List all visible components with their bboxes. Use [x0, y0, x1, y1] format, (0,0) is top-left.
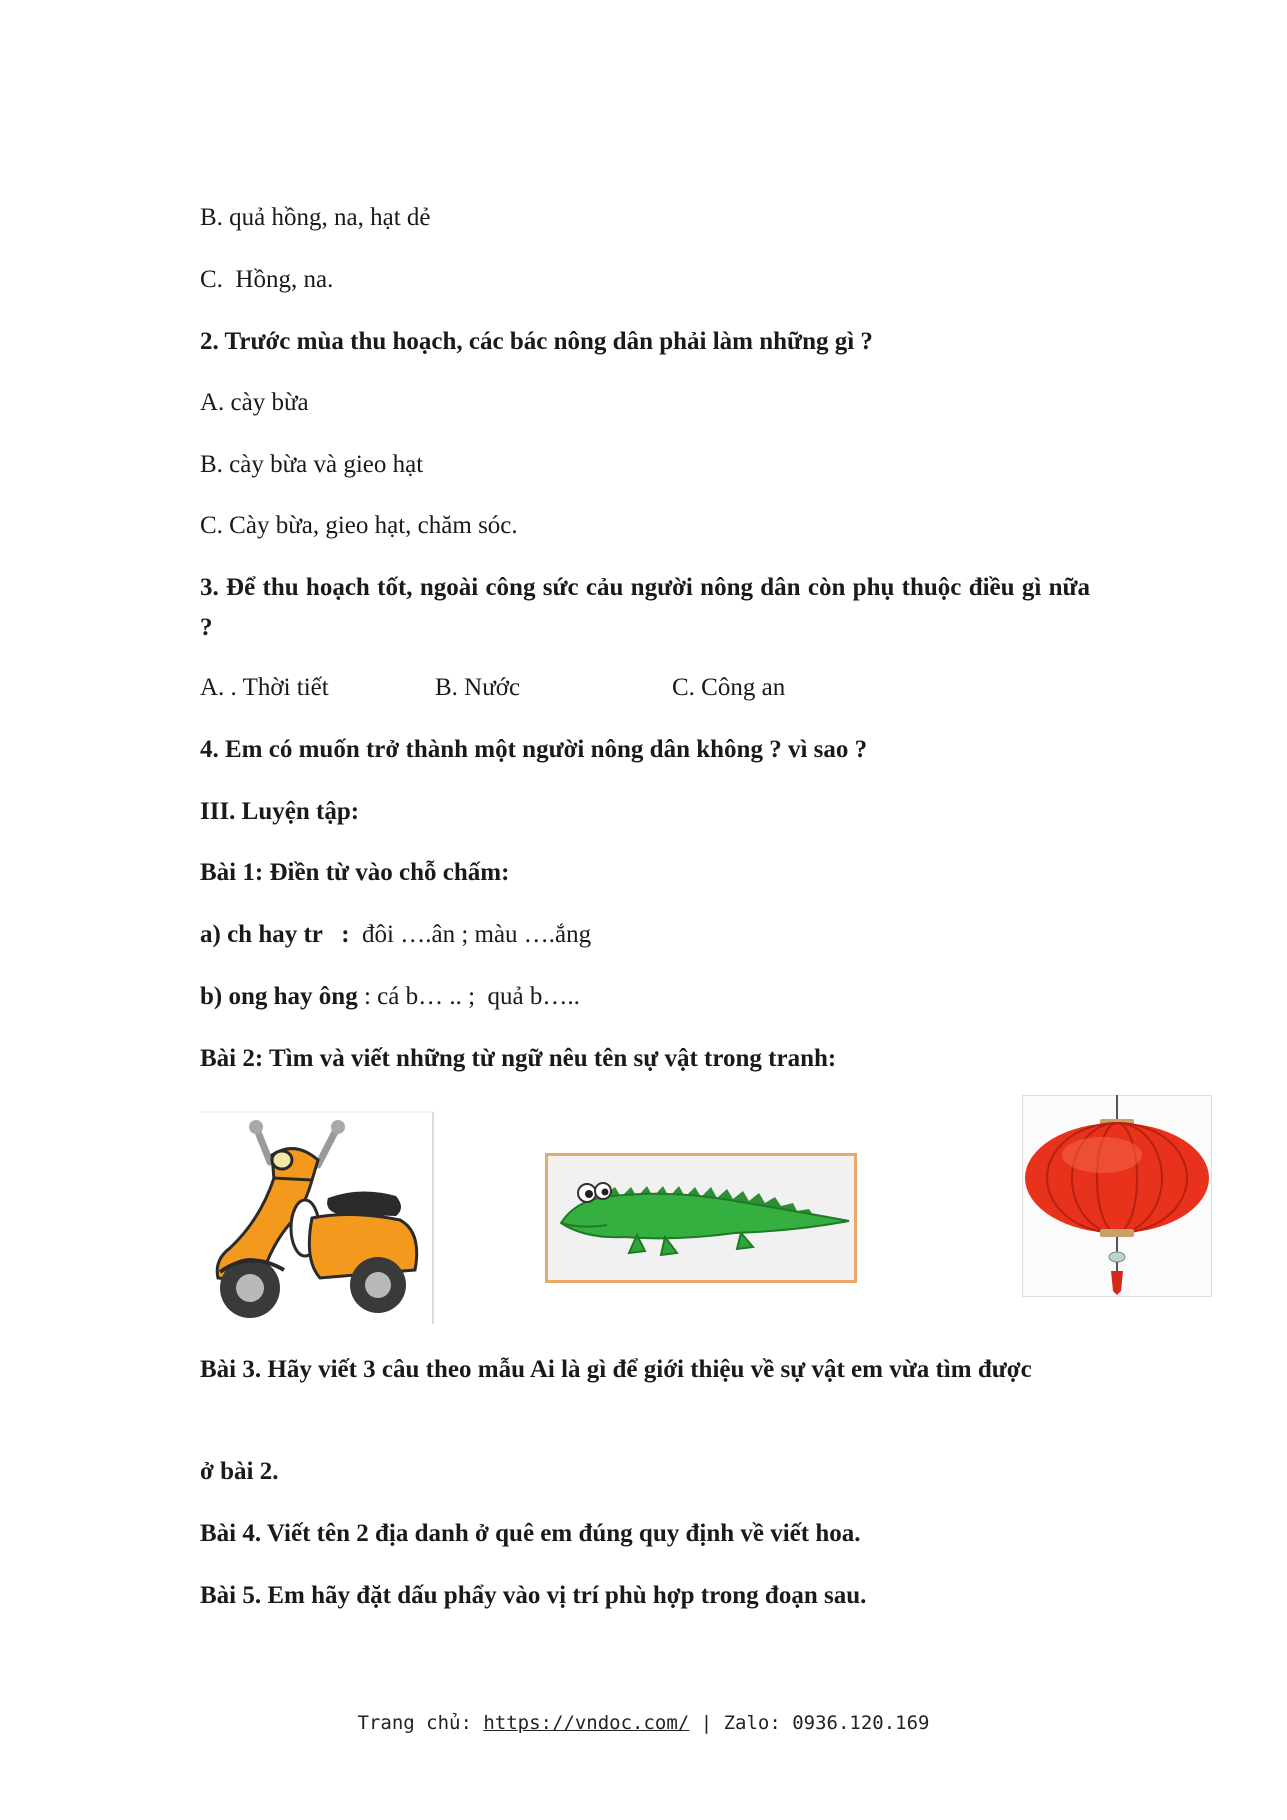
bai1-a-label: a) ch hay tr : — [200, 921, 350, 948]
footer-separator: | — [689, 1712, 724, 1734]
section-title: III. Luyện tập: — [200, 798, 360, 825]
q4-question: 4. Em có muốn trở thành một người nông dân không ? vì sao ? — [200, 736, 868, 763]
bai3-title: Bài 3. Hãy viết 3 câu theo mẫu Ai là gì để giới thiệu về sự vật em vừa tìm được — [200, 1356, 1032, 1383]
bai4-title: Bài 4. Viết tên 2 địa danh ở quê em đúng quy định về viết hoa. — [200, 1520, 861, 1547]
q2-option-a: A. cày bừa — [200, 389, 309, 416]
q3-option-b: B. Nước — [435, 674, 521, 701]
footer-prefix: Trang chủ: — [357, 1712, 484, 1734]
scooter-image — [200, 1110, 435, 1325]
q3-question: 3. Để thu hoạch tốt, ngoài công sức cảu người nông dân còn phụ thuộc điều gì nữa ? — [200, 574, 1090, 641]
crocodile-illustration — [545, 1153, 857, 1283]
q2-option-c: C. Cày bừa, gieo hạt, chăm sóc. — [200, 512, 518, 539]
footer-link[interactable]: https://vndoc.com/ — [483, 1712, 690, 1734]
bai1-b-text: : cá b… .. ; quả b….. — [357, 983, 580, 1010]
q3-option-a: A. . Thời tiết — [200, 674, 329, 701]
bai1-a-text: đôi ….ân ; màu ….ắng — [349, 921, 592, 948]
lantern-image — [1022, 1095, 1212, 1297]
footer-zalo: Zalo: 0936.120.169 — [723, 1712, 930, 1734]
bai3-continuation: ở bài 2. — [200, 1458, 279, 1485]
lantern-illustration — [1022, 1095, 1212, 1297]
bai1-b-label: b) ong hay ông — [200, 983, 358, 1010]
bai1-part-b — [200, 977, 580, 1017]
crocodile-image — [545, 1153, 857, 1283]
page-footer — [0, 1712, 1287, 1734]
bai2-title: Bài 2: Tìm và viết những từ ngữ nêu tên sự vật trong tranh: — [200, 1045, 837, 1072]
q2-option-b: B. cày bừa và gieo hạt — [200, 451, 424, 478]
q2-question: 2. Trước mùa thu hoạch, các bác nông dân phải làm những gì ? — [200, 328, 873, 355]
q3-option-c: C. Công an — [672, 674, 786, 701]
scooter-illustration — [200, 1110, 435, 1325]
q1-option-c: C. Hồng, na. — [200, 266, 334, 293]
bai5-title: Bài 5. Em hãy đặt dấu phẩy vào vị trí phù hợp trong đoạn sau. — [200, 1582, 867, 1609]
bai1-title: Bài 1: Điền từ vào chỗ chấm: — [200, 859, 510, 886]
q1-option-b: B. quả hồng, na, hạt dẻ — [200, 204, 431, 231]
bai1-part-a — [200, 915, 591, 955]
